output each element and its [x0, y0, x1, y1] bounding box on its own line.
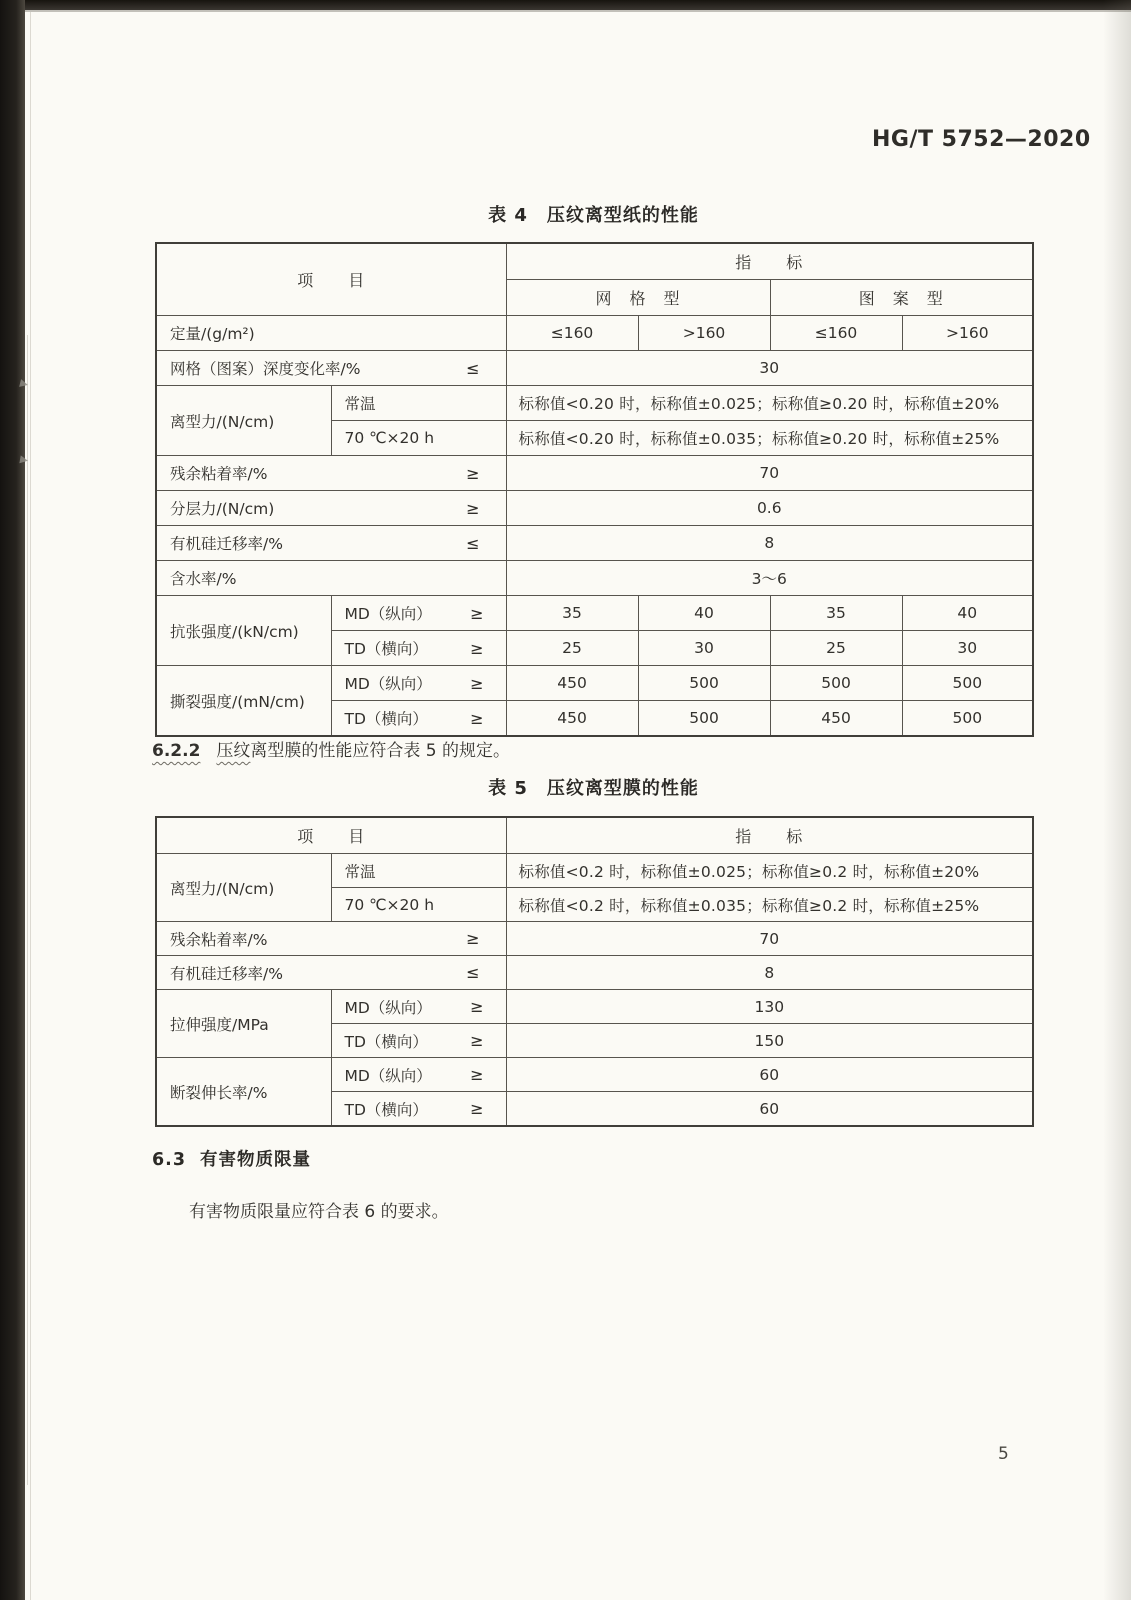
t4-tear-td-v3: 450 — [770, 701, 902, 737]
greater-equal-symbol: ≥ — [466, 463, 480, 483]
table-row — [156, 351, 1033, 386]
t5-header-item: 项 目 — [297, 827, 366, 846]
t4-moisture-label: 含水率/% — [170, 570, 237, 588]
table-row — [156, 666, 1033, 701]
t4-release-label-cell — [156, 386, 331, 456]
greater-equal-symbol: ≥ — [470, 603, 484, 623]
t4-tear-md-v3: 500 — [770, 666, 902, 701]
t4-header-item-cell — [156, 243, 506, 316]
t5-release-cond1-cell — [331, 854, 506, 888]
t4-tear-md-v2: 500 — [638, 666, 770, 701]
t4-release-cond2-cell — [331, 421, 506, 456]
t4-silicone-value: 8 — [506, 526, 1033, 561]
t4-basis-v2: >160 — [638, 316, 770, 351]
table-row — [156, 243, 1033, 280]
t5-tensile-label-cell — [156, 990, 331, 1058]
t4-tensile-md-v4: 40 — [902, 596, 1033, 631]
t4-delamination-label: 分层力/(N/cm) — [170, 500, 275, 518]
t4-tensile-td-v4: 30 — [902, 631, 1033, 666]
clause-63-title: 有害物质限量 — [200, 1150, 312, 1170]
t4-delamination-value: 0.6 — [506, 491, 1033, 526]
t4-tensile-md-label: MD（纵向） — [344, 605, 432, 623]
t4-header-index-cell — [506, 243, 1033, 280]
t4-depth-value: 30 — [506, 351, 1033, 386]
t4-header-index: 指 标 — [735, 253, 804, 272]
t4-tensile-label: 抗张强度/(kN/cm) — [170, 622, 299, 641]
t4-tear-md-label: MD（纵向） — [344, 675, 432, 693]
t5-silicone-value: 8 — [506, 956, 1033, 990]
t5-release-label: 离型力/(N/cm) — [170, 879, 275, 898]
t4-release-label: 离型力/(N/cm) — [170, 412, 275, 431]
t4-header-pattern-cell — [770, 280, 1033, 316]
t4-tensile-label-cell — [156, 596, 331, 666]
scan-border-top — [0, 0, 1131, 10]
clause-622-text: 离型膜的性能应符合表 5 的规定。 — [250, 741, 511, 761]
greater-equal-symbol: ≥ — [466, 929, 480, 948]
t5-elongation-td-label: TD（横向） — [344, 1100, 428, 1119]
scan-mark — [19, 455, 28, 464]
t4-moisture-label-cell — [156, 561, 506, 596]
t4-tear-label: 撕裂强度/(mN/cm) — [170, 692, 305, 711]
less-equal-symbol: ≤ — [466, 533, 480, 553]
t4-header-pattern: 图 案 型 — [858, 289, 944, 308]
t4-header-grid-cell — [506, 280, 770, 316]
t4-tear-td-v1: 450 — [506, 701, 638, 737]
t4-tear-td-cell — [331, 701, 506, 737]
t4-tear-td-v2: 500 — [638, 701, 770, 737]
t4-header-grid: 网 格 型 — [595, 289, 681, 308]
t4-tear-md-v1: 450 — [506, 666, 638, 701]
table-row — [156, 456, 1033, 491]
t4-release-spec1: 标称值<0.20 时，标称值±0.025；标称值≥0.20 时，标称值±20% — [506, 386, 1033, 421]
table-row — [156, 526, 1033, 561]
t5-elongation-td-value: 60 — [506, 1092, 1033, 1127]
t5-elongation-label: 断裂伸长率/% — [170, 1083, 268, 1102]
greater-equal-symbol: ≥ — [470, 997, 484, 1016]
greater-equal-symbol: ≥ — [470, 638, 484, 658]
t4-silicone-label: 有机硅迁移率/% — [170, 535, 283, 553]
t5-elongation-md-label: MD（纵向） — [344, 1066, 432, 1085]
table-row — [156, 990, 1033, 1024]
greater-equal-symbol: ≥ — [470, 1031, 484, 1050]
page-edge-shadow-right — [1103, 0, 1131, 1600]
clause-63-body: 有害物质限量应符合表 6 的要求。 — [189, 1202, 449, 1222]
clause-622-number: 6.2.2 — [152, 741, 201, 761]
t4-tensile-td-v2: 30 — [638, 631, 770, 666]
t5-header-index-cell — [506, 817, 1033, 854]
greater-equal-symbol: ≥ — [470, 673, 484, 693]
t5-elongation-label-cell — [156, 1058, 331, 1127]
page-number: 5 — [998, 1444, 1009, 1464]
clause-622 — [152, 736, 1012, 761]
t5-release-label-cell — [156, 854, 331, 922]
t5-release-cond2-cell — [331, 888, 506, 922]
t5-header-item-cell — [156, 817, 506, 854]
standard-code-header: HG/T 5752—2020 — [872, 127, 1091, 152]
table-row — [156, 596, 1033, 631]
clause-622-lead: 压纹 — [216, 741, 251, 761]
t4-moisture-value: 3～6 — [506, 561, 1033, 596]
table4-embossed-release-paper-performance — [155, 242, 1034, 737]
t4-tensile-td-cell — [331, 631, 506, 666]
table-row — [156, 316, 1033, 351]
t4-tensile-td-label: TD（横向） — [344, 640, 428, 658]
t4-release-cond1-cell — [331, 386, 506, 421]
table-row — [156, 854, 1033, 888]
scan-border-left — [0, 0, 25, 1600]
t4-tensile-md-v2: 40 — [638, 596, 770, 631]
t5-residual-label: 残余粘着率/% — [170, 930, 268, 949]
t4-tensile-td-v3: 25 — [770, 631, 902, 666]
t4-release-cond2: 70 ℃×20 h — [344, 429, 435, 447]
t5-release-cond2: 70 ℃×20 h — [344, 895, 435, 914]
greater-equal-symbol: ≥ — [466, 498, 480, 518]
scan-border-top-edge — [0, 10, 1131, 12]
t4-residual-label-cell — [156, 456, 506, 491]
t5-tensile-td-cell — [331, 1024, 506, 1058]
t4-basis-v4: >160 — [902, 316, 1033, 351]
greater-equal-symbol: ≥ — [470, 1099, 484, 1118]
less-equal-symbol: ≤ — [466, 963, 480, 982]
table4-title: 表 4 压纹离型纸的性能 — [488, 205, 699, 226]
t4-basis-label-cell — [156, 316, 506, 351]
greater-equal-symbol: ≥ — [470, 708, 484, 728]
t5-elongation-md-value: 60 — [506, 1058, 1033, 1092]
table-row — [156, 386, 1033, 421]
t5-tensile-md-label: MD（纵向） — [344, 998, 432, 1017]
t4-tear-td-label: TD（横向） — [344, 710, 428, 728]
t4-residual-value: 70 — [506, 456, 1033, 491]
t5-release-spec2: 标称值<0.2 时，标称值±0.035；标称值≥0.2 时，标称值±25% — [506, 888, 1033, 922]
t5-silicone-label: 有机硅迁移率/% — [170, 964, 283, 983]
t4-basis-v3: ≤160 — [770, 316, 902, 351]
t4-tear-label-cell — [156, 666, 331, 737]
table5-title: 表 5 压纹离型膜的性能 — [488, 778, 699, 799]
t4-tear-td-v4: 500 — [902, 701, 1033, 737]
t4-tensile-md-v3: 35 — [770, 596, 902, 631]
t5-elongation-td-cell — [331, 1092, 506, 1127]
clause-63-number: 6.3 — [152, 1150, 187, 1170]
table-row — [156, 956, 1033, 990]
t5-silicone-label-cell — [156, 956, 506, 990]
t5-tensile-td-label: TD（横向） — [344, 1032, 428, 1051]
t4-residual-label: 残余粘着率/% — [170, 465, 268, 483]
t5-release-cond1: 常温 — [344, 862, 376, 881]
t4-delamination-label-cell — [156, 491, 506, 526]
t5-tensile-md-cell — [331, 990, 506, 1024]
t5-header-index: 指 标 — [735, 827, 804, 846]
t4-tensile-md-cell — [331, 596, 506, 631]
t5-residual-value: 70 — [506, 922, 1033, 956]
clause-63-heading — [152, 1146, 311, 1171]
t4-depth-label-cell — [156, 351, 506, 386]
t4-silicone-label-cell — [156, 526, 506, 561]
t4-basis-v1: ≤160 — [506, 316, 638, 351]
t5-elongation-md-cell — [331, 1058, 506, 1092]
t4-header-item: 项 目 — [297, 271, 366, 290]
table5-embossed-release-film-performance — [155, 816, 1034, 1127]
t4-release-spec2: 标称值<0.20 时，标称值±0.035；标称值≥0.20 时，标称值±25% — [506, 421, 1033, 456]
table-row — [156, 922, 1033, 956]
page-edge-line — [30, 12, 31, 1600]
t4-tensile-md-v1: 35 — [506, 596, 638, 631]
paper-crease-line — [27, 335, 28, 1485]
table-row — [156, 561, 1033, 596]
t5-release-spec1: 标称值<0.2 时，标称值±0.025；标称值≥0.2 时，标称值±20% — [506, 854, 1033, 888]
less-equal-symbol: ≤ — [466, 358, 480, 378]
t5-tensile-md-value: 130 — [506, 990, 1033, 1024]
table-row — [156, 817, 1033, 854]
t4-tensile-td-v1: 25 — [506, 631, 638, 666]
table-row — [156, 1058, 1033, 1092]
t4-tear-md-v4: 500 — [902, 666, 1033, 701]
t4-tear-md-cell — [331, 666, 506, 701]
t5-residual-label-cell — [156, 922, 506, 956]
t4-depth-label: 网格（图案）深度变化率/% — [170, 360, 361, 378]
greater-equal-symbol: ≥ — [470, 1065, 484, 1084]
table-row — [156, 491, 1033, 526]
t4-basis-label: 定量/(g/m²) — [170, 325, 255, 343]
t4-release-cond1: 常温 — [344, 395, 376, 413]
t5-tensile-label: 拉伸强度/MPa — [170, 1015, 269, 1034]
t5-tensile-td-value: 150 — [506, 1024, 1033, 1058]
